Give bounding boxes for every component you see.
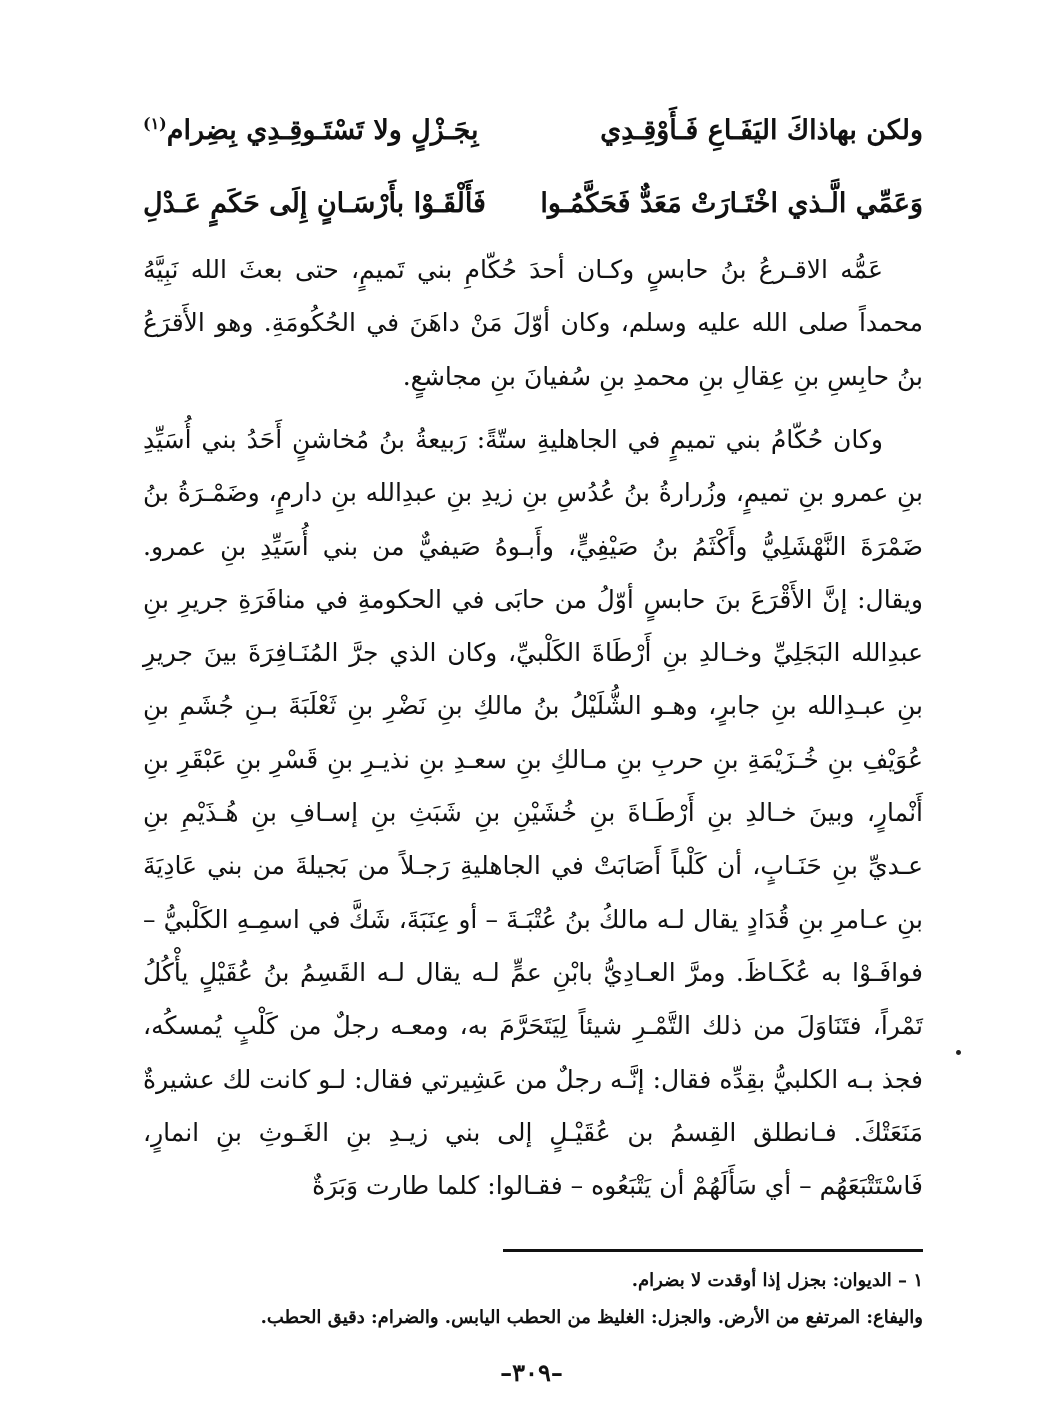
footnotes — [143, 1262, 923, 1336]
poem-verse-1 — [143, 105, 923, 155]
paragraph-tamim-judges: وكان حُكّامُ بني تميمٍ في الجاهليةِ ستّةً: رَبيعةُ بنُ مُخاشنٍ أَحَدُ بني أُسَيِّدِ بنِ عمرو بنِ تميمٍ، وزُرارةُ بنُ عُدُسِ بنِ زيدِ بنِ عبدِالله بنِ دارمٍ، وضَمْـرَةُ بنُ ضَمْرَةَ النَّهْشَلِيُّ وأَكْثَمُ بنُ صَيْفِيٍّ، وأَبـوهُ صَيفيٌّ من بني أُسَيِّدِ بنِ عمرو. ويقال: إنَّ الأَقْرَعَ بنَ حابسٍ أوّلُ من حابَى في الحكومةِ في منافَرَةِ جريرِ بنِ عبدِالله البَجَلِيِّ وخـالدِ بنِ أَرْطَاةَ الكَلْبيِّ، وكان الذي جرَّ المُنَـافِرَةَ بينَ جريرِ بنِ عبـدِالله بنِ جابرٍ، وهـو الشُّلَيْلُ بنُ مالكِ بنِ نَضْرِ بنِ ثَعْلَبَةَ بـنِ جُشَمِ بنِ عُوَيْفِ بنِ خُـزَيْمَةِ بنِ حربِ بنِ مـالكِ بنِ سعـدِ بنِ نذيـرِ بنِ قَسْرِ بنِ عَبْقَرِ بنِ أَنْمارٍ، وبينَ خـالدِ بنِ أَرْطَـاةَ بنِ خُشَيْنِ بنِ شَبَثِ بنِ إسـافِ بنِ هُـذَيْمِ بنِ عـديِّ بنِ حَنَـابٍ، أن كَلْباً أَصَابَتْ في الجاهليةِ رَجـلاً من بَجيلةَ من بني عَادِيَةَ بنِ عـامرِ بنِ قُدَادٍ يقال لـه مالكُ بنُ عُتْبَـةَ – أو عِنَبَةَ، شَكَّ في اسمِـهِ الكَلْبيُّ – فوافَـوْا به عُكَـاظَ. ومرَّ العـادِيُّ بابْنِ عمٍّ لـه يقال لـه القَسِمُ بنُ عُقَيْلٍ يأْكُلُ تَمْراً، فتَنَاوَلَ من ذلك التَّمْـرِ شيئاً لِيَتَحَرَّمَ به، ومعـه رجلٌ من كَلْبٍ يُمسكُه، فجذ بـه الكلبيُّ بقِدِّه فقال: إنَّـه رجلٌ من عَشِيرتي فقال: لـو كانت لك عشيرةٌ مَنَعَتْكَ. فـانطلق القِسمُ بن عُقَيْـلٍ إلى بني زيـدِ بنِ الغَـوثِ بنِ انمارٍ، فَاسْتَتْبَعَهُم – أي سَأَلَهُمْ أن يَتْبَعُوه – فقـالوا: كلما طارت وَبَرَةٌ — [143, 425, 923, 1201]
footnote-1: ١ – الديوان: بجزل إذا أوقدت لا بضرام. — [631, 1270, 923, 1291]
poem-verse-2 — [143, 178, 923, 228]
verse-2-second-hemistich: فَأَلْقَـوْا بأَرْسَـانٍ إِلَى حَكَمٍ عَـدْلِ — [143, 187, 486, 219]
margin-dot — [956, 1050, 961, 1055]
verse-1-first-hemistich: ولكن بهاذاكَ اليَفَـاعِ فَـأَوْقِـدِي — [600, 114, 923, 146]
verse-1-second-text: بِجَـزْلٍ ولا تَسْتَـوقِـدِي بِضِرام — [166, 115, 479, 146]
verse-1-second-hemistich — [143, 114, 479, 146]
paragraph-aqra-ibn-habis: عَمُّه الاقـرعُ بنُ حابسٍ وكـان أحدَ حُكّامِ بني تَميمٍ، حتى بعثَ الله نَبِيَّهُ محمداً صلى الله عليه وسلم، وكان أوّلَ مَنْ داهَنَ في الحُكُومَةِ. وهو الأَقرَعُ بنُ حابِسِ بنِ عِقالِ بنِ محمدِ بنِ سُفيانَ بنِ مجاشعٍ. — [143, 255, 923, 391]
footnote-separator — [503, 1249, 923, 1252]
footnote-marker: (١) — [143, 114, 167, 133]
page-number: –٣٠٩– — [500, 1358, 563, 1387]
footnote-1-glossary: واليفاع: المرتفع من الأرض. والجزل: الغليظ من الحطب اليابس. والضرام: دقيق الحطب. — [260, 1307, 923, 1328]
verse-2-first-hemistich: وَعَمِّي الَّـذي اخْتَـارَتْ مَعَدٌّ فَحَكَّمُـوا — [540, 187, 923, 219]
